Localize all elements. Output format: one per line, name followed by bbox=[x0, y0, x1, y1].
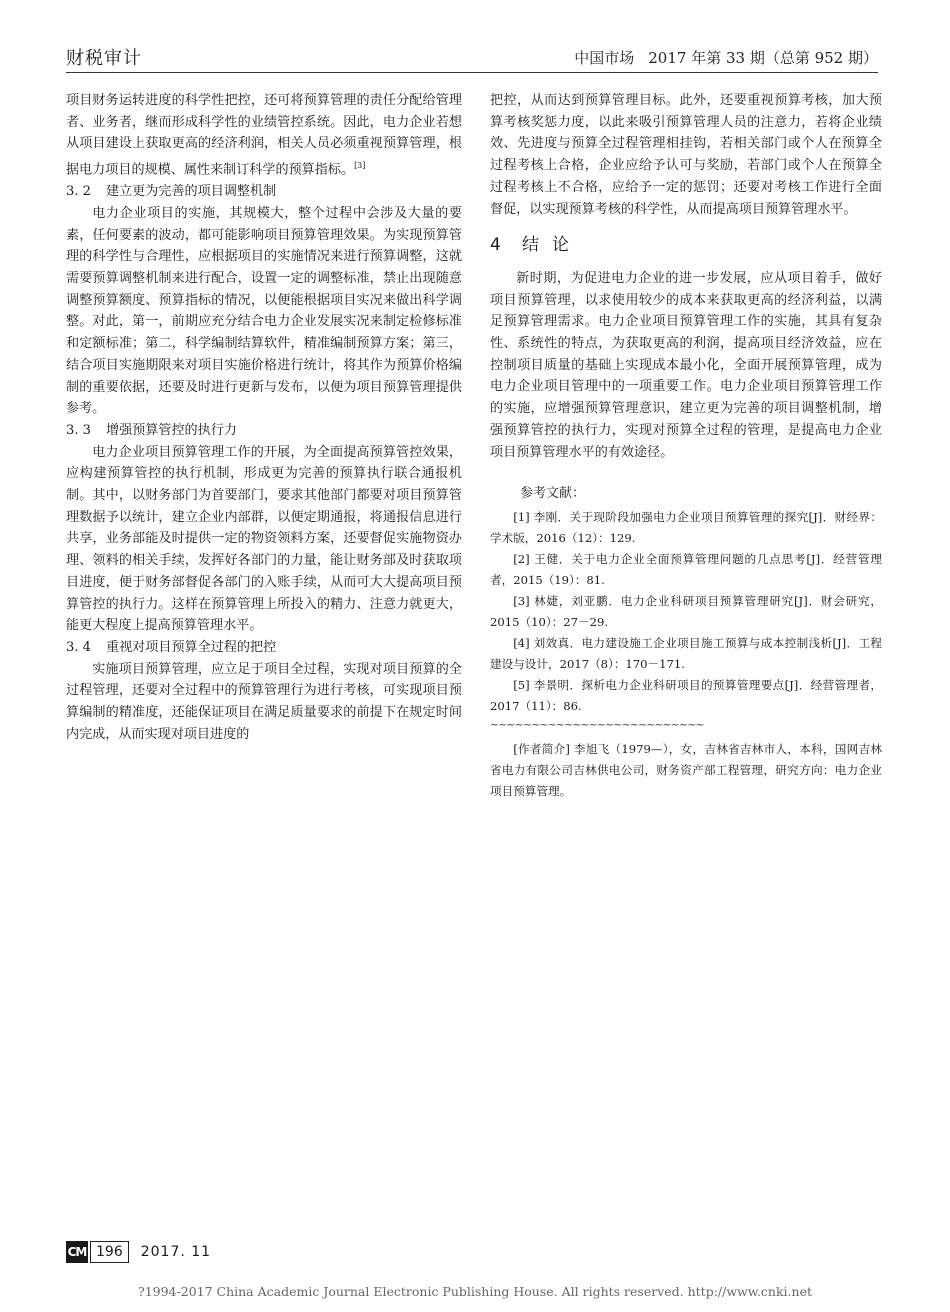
subsection-title: 增强预算管控的执行力 bbox=[106, 422, 237, 438]
section-title: 财税审计 bbox=[66, 48, 142, 69]
subsection-heading bbox=[66, 420, 462, 442]
subsection-number: 3. 2 bbox=[66, 184, 91, 200]
paragraph bbox=[66, 90, 462, 181]
copyright-notice: ?1994-2017 China Academic Journal Electronic Publishing House. All rights reserved. http://www.cnki.net bbox=[138, 1284, 812, 1299]
subsection-heading bbox=[66, 637, 462, 659]
subsection-title: 重视对项目预算全过程的把控 bbox=[106, 639, 277, 655]
references-title: 参考文献： bbox=[520, 486, 586, 502]
paragraph: 新时期，为促进电力企业的进一步发展，应从项目着手，做好项目预算管理，以求使用较少的成本来获取更高的经济利益，以满足预算管理需求。电力企业项目预算管理工作的实施，其具有复杂性、系统性的特点，为获取更高的利润，提高项目经济效益，应在控制项目质量的基础上实现成本最小化，全面开展预算管理，成为电力企业项目管理中的一项重要工作。电力企业项目预算管理工作的实施，应增强预算管理意识，建立更为完善的项目调整机制，增强预算管控的执行力，实现对预算全过程的管理，是提高电力企业项目预算管理水平的有效途径。 bbox=[490, 270, 882, 460]
journal-issue bbox=[574, 47, 878, 68]
right-column bbox=[490, 90, 882, 802]
journal-name: 中国市场 bbox=[574, 49, 635, 67]
reference-item: [3] 林婕，刘亚鹏．电力企业科研项目预算管理研究[J]．财会研究，2015（10）：27－29. bbox=[490, 593, 882, 629]
citation: [3] bbox=[354, 161, 366, 171]
subsection-title: 建立更为完善的项目调整机制 bbox=[106, 184, 277, 200]
left-column bbox=[66, 90, 462, 745]
reference-item: [4] 刘效真．电力建设施工企业项目施工预算与成本控制浅析[J]．工程建设与设计，2017（8）：170－171. bbox=[490, 635, 882, 671]
paragraph: 实施项目预算管理，应立足于项目全过程，实现对项目预算的全过程管理，还要对全过程中的预算管理行为进行考核，可实现项目预算编制的精准度，还能保证项目在满足质量要求的前提下在规定时间内完成，从而实现对项目进度的 bbox=[66, 661, 462, 742]
journal-logo: CM bbox=[66, 1241, 88, 1263]
subsection-number: 3. 4 bbox=[66, 639, 91, 655]
paragraph: 把控，从而达到预算管理目标。此外，还要重视预算考核，加大预算考核奖惩力度，以此来吸引预算管理人员的注意力，若将企业绩效、先进度与预算全过程管理相挂钩，若相关部门或个人在预算全过程考核上合格，企业应给予认可与奖励，若部门或个人在预算全过程考核上不合格，应给予一定的惩罚；还要对考核工作进行全面督促，以实现预算考核的科学性，从而提高项目预算管理水平。 bbox=[490, 93, 882, 217]
section-number: 4 bbox=[490, 235, 502, 256]
footer-issue: 2017. 11 bbox=[140, 1244, 212, 1260]
section-title-char: 结 bbox=[522, 235, 540, 256]
reference-item: [2] 王健．关于电力企业全面预算管理问题的几点思考[J]．经营管理者，2015（19）：81. bbox=[490, 551, 882, 587]
paragraph: 电力企业项目的实施，其规模大，整个过程中会涉及大量的要素，任何要素的波动，都可能影响项目预算管理效果。为实现预算管理的科学性与合理性，应根据项目的实施情况来进行预算调整，这就需要预算调整机制来进行配合，设置一定的调整标准，禁止出现随意调整预算额度、预算指标的情况，以便能根据项目实况来做出科学调整。对此，第一，前期应充分结合电力企业发展实况来制定检修标准和定额标准；第二，科学编制结算软件，精准编制预算方案；第三，结合项目实施期限来对项目实施价格进行统计，将其作为预算价格编制的重要依据，还要及时进行更新与发布，以便为项目预算管理提供参考。 bbox=[66, 205, 462, 417]
section-title-char: 论 bbox=[552, 235, 570, 256]
wavy-divider: ~~~~~~~~~~~~~~~~~~~~~~~~~~ bbox=[490, 717, 704, 731]
subsection-number: 3. 3 bbox=[66, 422, 91, 438]
paragraph-text: 项目财务运转进度的科学性把控，还可将预算管理的责任分配给管理者、业务者，继而形成科学性的业绩管控系统。因此，电力企业若想从项目建设上获取更高的经济利润，相关人员必须重视预算管理，根据电力项目的规模、属性来制订科学的预算指标。 bbox=[66, 93, 462, 178]
page-number: 196 bbox=[90, 1241, 129, 1263]
paragraph: 电力企业项目预算管理工作的开展，为全面提高预算管控效果，应构建预算管控的执行机制，形成更为完善的预算执行联合通报机制。其中，以财务部门为首要部门，要求其他部门都要对项目预算管理数据予以统计，建立企业内部群，以便定期通报，将通报信息进行共享，业务部能及时提供一定的物资领料方案，还要督促实施物资办理、领料的相关手续，发挥好各部门的力量，能让财务部及时获取项目进度，便于财务部督促各部门的入账手续，从而可大大提高项目预算管控的执行力。这样在预算管理上所投入的精力、注意力就更大，能更大程度上提高预算管理水平。 bbox=[66, 444, 462, 634]
section-heading bbox=[490, 235, 882, 257]
author-bio: [作者简介] 李旭飞（1979—），女，吉林省吉林市人，本科，国网吉林省电力有限公司吉林供电公司，财务资产部工程管理，研究方向：电力企业项目预算管理。 bbox=[490, 741, 882, 798]
reference-item: [5] 李景明．探析电力企业科研项目的预算管理要点[J]．经营管理者，2017（11）：86. bbox=[490, 677, 882, 713]
issue-label: 2017 年第 33 期（总第 952 期） bbox=[648, 49, 878, 67]
page-footer bbox=[66, 1241, 211, 1263]
reference-item: [1] 李刚．关于现阶段加强电力企业项目预算管理的探究[J]．财经界：学术版，2016（12）：129. bbox=[490, 509, 882, 545]
header-rule bbox=[66, 72, 878, 73]
subsection-heading bbox=[66, 181, 462, 203]
